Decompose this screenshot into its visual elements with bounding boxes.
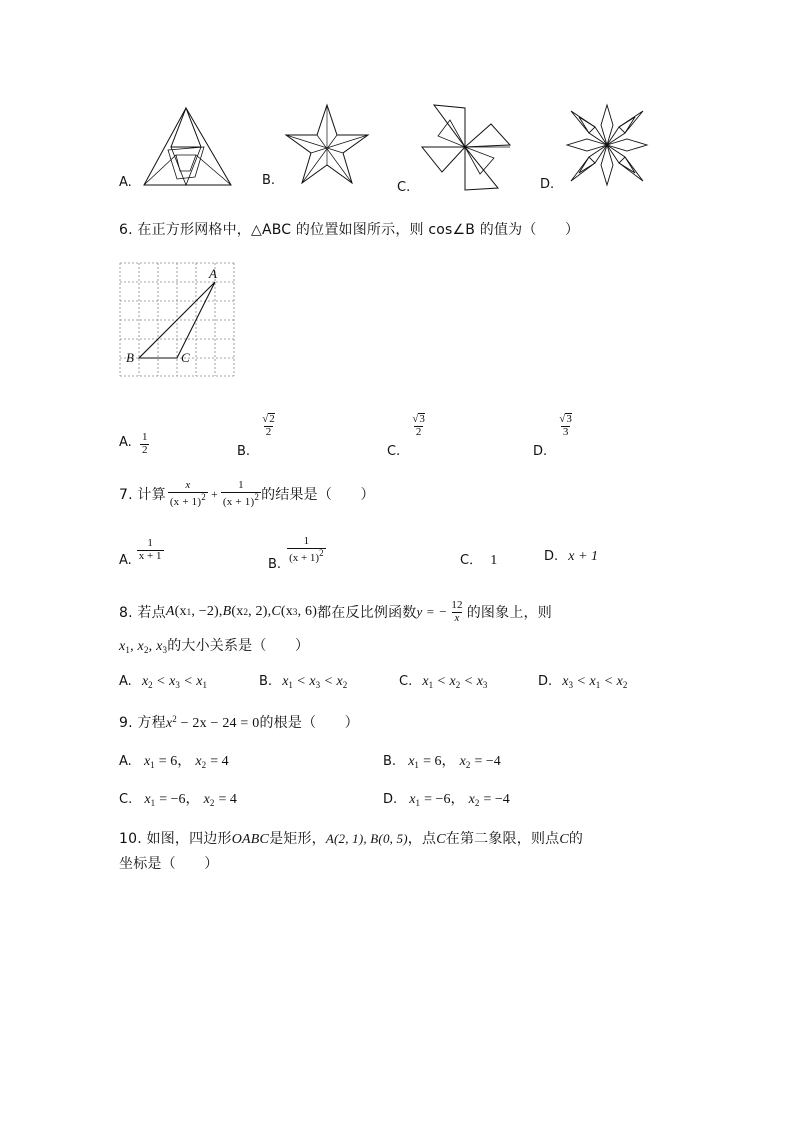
q8-option-d[interactable]: D. $x_3 < x_1 < x_2$ bbox=[538, 674, 628, 690]
figure-a-triangle bbox=[140, 105, 235, 190]
q9-stem: 9. 方程$x^2 - 2x - 24 = 0$的根是（ ） bbox=[119, 714, 359, 731]
q9-option-a[interactable]: A. $x_1 = 6$， $x_2 = 4$ bbox=[119, 754, 229, 770]
q6-option-c[interactable]: C. $\frac{√3}{2}$ bbox=[387, 413, 425, 460]
q9-option-b[interactable]: B. $x_1 = 6$， $x_2 = -4$ bbox=[383, 754, 501, 770]
q7-option-d[interactable]: D. x + 1 bbox=[544, 549, 598, 564]
q8-option-c[interactable]: C. $x_1 < x_2 < x_3$ bbox=[399, 674, 488, 690]
vertex-a-label: A bbox=[209, 266, 217, 281]
q6-grid-figure bbox=[120, 263, 235, 377]
q7-option-b[interactable]: B. $\frac{1}{(x + 1)^2}$ bbox=[268, 535, 324, 572]
q6-option-b[interactable]: B. $\frac{√2}{2}$ bbox=[237, 413, 275, 460]
q9-option-c[interactable]: C. $x_1 = -6$， $x_2 = 4$ bbox=[119, 792, 237, 808]
q5-option-b[interactable]: B. bbox=[262, 173, 276, 188]
q5-option-c[interactable]: C. bbox=[397, 180, 411, 195]
q6-option-a[interactable]: A. $\frac{1}{2}$ bbox=[119, 431, 148, 456]
figure-b-star bbox=[285, 103, 370, 188]
q7-stem: 7. 计算 $\frac{x}{(x + 1)^2}$ + $\frac{1}{(x + 1)^2}$ 的结果是（ ） bbox=[119, 479, 375, 508]
figure-d-flower bbox=[565, 103, 650, 188]
q9-option-d[interactable]: D. $x_1 = -6$， $x_2 = -4$ bbox=[383, 792, 510, 808]
q5-option-d[interactable]: D. bbox=[540, 177, 555, 192]
q7-option-c[interactable]: C． 1 bbox=[460, 553, 498, 568]
q6-option-d[interactable]: D. $\frac{√3}{3}$ bbox=[533, 413, 572, 460]
q6-stem: 6. 在正方形网格中，△ABC 的位置如图所示，则 cos∠B 的值为（ ） bbox=[119, 222, 580, 238]
figure-c-pinwheel bbox=[418, 100, 513, 195]
q8-option-a[interactable]: A. $x_2 < x_3 < x_1$ bbox=[119, 674, 207, 690]
q10-stem-line2: 坐标是（ ） bbox=[119, 856, 219, 872]
q7-option-a[interactable]: A. $\frac{1}{x + 1}$ bbox=[119, 537, 162, 568]
q8-option-b[interactable]: B. $x_1 < x_3 < x_2$ bbox=[259, 674, 348, 690]
q5-option-a[interactable]: A. bbox=[119, 175, 132, 190]
vertex-c-label: C bbox=[181, 350, 190, 365]
q8-stem-line2: $x_1$, $x_2$, $x_3$的大小关系是（ ） bbox=[119, 638, 310, 655]
q8-stem-line1: 8. 若点 A (x 1 , −2) , B (x 2 , 2) , C (x 3 , 6) 都在反比例函数 y = − $\frac{12}{x}$ 的图象上，则 bbox=[119, 599, 552, 624]
vertex-b-label: B bbox=[126, 350, 134, 365]
q10-stem-line1: 10. 如图，四边形OABC是矩形，A(2, 1), B(0, 5)，点C在第二象限，则点C的 bbox=[119, 831, 584, 847]
